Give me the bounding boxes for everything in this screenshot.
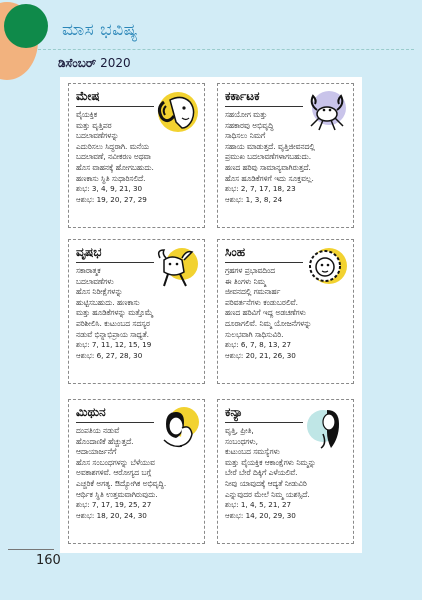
prediction-line: ಎದುರಿಸಲು ಸಿದ್ಧರಾಗಿ. ಮನೆಯ bbox=[76, 141, 149, 151]
sign-name: ವೃಷಭ bbox=[76, 245, 102, 259]
prediction-line: ಪರಿವರ್ತನೆಗಳು ಕಂಡುಬರಲಿವೆ. bbox=[225, 297, 298, 307]
prediction-line: ಸಹಕಾರವು ಅಭಿವೃದ್ಧಿ bbox=[225, 120, 274, 130]
horoscope-panel bbox=[60, 77, 362, 553]
sign-underline bbox=[76, 262, 154, 263]
good-dates: ಶುಭ: 7, 11, 12, 15, 19 bbox=[76, 340, 152, 350]
prediction-line: ಸುಲಭವಾಗಿ ಸಾಧಿಸುವಿರಿ. bbox=[225, 329, 284, 339]
prediction-line: ಅವಕಾಶಗಳಿವೆ. ಆರೋಗ್ಯದ ಬಗ್ಗೆ bbox=[76, 468, 152, 478]
sign-underline bbox=[76, 106, 154, 107]
prediction-line: ಬೇರೆ ಬೇರೆ ದಿಕ್ಕಿಗೆ ಎಳೆಯಲಿವೆ. bbox=[225, 468, 298, 478]
prediction-line: ಸಹಯೋಗ ಮತ್ತು bbox=[225, 110, 268, 119]
prediction-text bbox=[76, 426, 200, 521]
caution-dates: ಆಶುಭ: 19, 20, 27, 29 bbox=[76, 194, 147, 204]
prediction-line: ಪರಿಶೀಲಿಸಿ. ಕುಟುಂಬದ ಸದಸ್ಯರ bbox=[76, 318, 150, 328]
prediction-text bbox=[76, 266, 200, 361]
prediction-line: ಆದಾಯಾರ್ಜನೆಗೆ bbox=[76, 447, 117, 457]
prediction-line: ಪ್ರಮುಖ ಬದಲಾವಣೆಗಳಾಗಬಹುದು. bbox=[225, 152, 312, 162]
prediction-line: ಆರ್ಥಿಕ ಸ್ಥಿತಿ ಉತ್ತಮವಾಗಿರುವುದು. bbox=[76, 489, 158, 499]
prediction-line: ಮತ್ತು ವೃತ್ತಿಪರ bbox=[76, 120, 112, 130]
page-title: ಮಾಸ ಭವಿಷ್ಯ bbox=[62, 20, 139, 40]
caution-dates: ಆಶುಭ: 18, 20, 24, 30 bbox=[76, 510, 147, 520]
month-heading bbox=[58, 56, 131, 71]
header-divider bbox=[38, 49, 414, 51]
sign-name: ಸಿಂಹ bbox=[225, 245, 246, 259]
prediction-line: ಎನ್ನುವುದರ ಮೇಲೆ ನಿಮ್ಮ ಯಶಸ್ಸಿದೆ. bbox=[225, 489, 310, 499]
caution-dates: ಆಶುಭ: 20, 21, 26, 30 bbox=[225, 350, 296, 360]
prediction-line: ಬದಲಾವಣೆ, ನವೀಕರಣ ಅಥವಾ bbox=[76, 152, 151, 162]
prediction-line: ಗ್ರಹಗಳ ಪ್ರಭಾವದಿಂದ bbox=[225, 266, 276, 275]
sign-name: ಕನ್ಯಾ bbox=[225, 405, 243, 419]
prediction-line: ಜೀವನದಲ್ಲಿ ಗಮನಾರ್ಹ bbox=[225, 287, 281, 297]
sign-underline bbox=[225, 422, 303, 423]
sign-name: ಮೇಷ bbox=[76, 89, 100, 103]
card-karkataka bbox=[217, 83, 354, 228]
sign-underline bbox=[76, 422, 154, 423]
card-kanya bbox=[217, 399, 354, 544]
prediction-line: ಹಣದ ಹರಿವು ಸಾಮಾನ್ಯವಾಗಿರುತ್ತದೆ. bbox=[225, 162, 311, 172]
prediction-line: ಹೊಸ ಹೂಡಿಕೆಗಳಿಗೆ ಇದು ಸೂಕ್ತವಲ್ಲ. bbox=[225, 173, 314, 183]
month-label: ಡಿಸೆಂಬರ್ bbox=[58, 56, 97, 70]
prediction-line: ನಡುವೆ ಭಿನ್ನಾಭಿಪ್ರಾಯ ಸಾಧ್ಯತೆ. bbox=[76, 329, 150, 339]
sign-underline bbox=[225, 106, 303, 107]
prediction-line: ದೂರಾಗಲಿವೆ. ನಿಮ್ಮ ಯೋಜನೆಗಳನ್ನು bbox=[225, 318, 312, 328]
prediction-line: ಹೊಂದಾಣಿಕೆ ಹೆಚ್ಚುತ್ತದೆ. bbox=[76, 436, 134, 446]
good-dates: ಶುಭ: 3, 4, 9, 21, 30 bbox=[76, 184, 143, 194]
year-label: 2020 bbox=[100, 56, 131, 70]
prediction-line: ಹಣಕಾಸು ಸ್ಥಿತಿ ಸುಧಾರಿಸಲಿದೆ. bbox=[76, 173, 146, 183]
prediction-line: ಹೊಸ ಸಂಬಂಧಗಳನ್ನು ಬೆಳೆಯುವ bbox=[76, 457, 155, 467]
caution-dates: ಆಶುಭ: 6, 27, 28, 30 bbox=[76, 350, 143, 360]
prediction-line: ಎಚ್ಚರಿಕೆ ಅಗತ್ಯ. ಔದ್ಯೋಗಿಕ ಅಭಿವೃದ್ಧಿ. bbox=[76, 478, 167, 488]
card-mithuna bbox=[68, 399, 205, 544]
prediction-line: ಸಹಾಯ ಮಾಡುತ್ತದೆ. ವೃತ್ತಿಜೀವನದಲ್ಲಿ bbox=[225, 141, 315, 151]
prediction-text bbox=[225, 266, 349, 361]
prediction-line: ದಂಪತಿಯ ನಡುವೆ bbox=[76, 426, 120, 435]
good-dates: ಶುಭ: 7, 17, 19, 25, 27 bbox=[76, 500, 152, 510]
good-dates: ಶುಭ: 2, 7, 17, 18, 23 bbox=[225, 184, 296, 194]
caution-dates: ಆಶುಭ: 14, 20, 29, 30 bbox=[225, 510, 296, 520]
prediction-line: ನೀವು ಯಾವುದಕ್ಕೆ ಆದ್ಯತೆ ನೀಡುವಿರಿ bbox=[225, 478, 307, 488]
prediction-line: ಹುಟ್ಟಿಸಬಹುದು. ಹಣಕಾಸು bbox=[76, 297, 140, 307]
prediction-line: ಕುಟುಂಬದ ಸಮಸ್ಯೆಗಳು bbox=[225, 447, 280, 457]
prediction-line: ಮತ್ತು ಹೂಡಿಕೆಗಳನ್ನು ಮತ್ತೊಮ್ಮೆ bbox=[76, 308, 154, 318]
prediction-line: ಹೊಸ ನಿರೀಕ್ಷೆಗಳನ್ನು bbox=[76, 287, 123, 297]
prediction-line: ಹಣದ ಹರಿವಿಗೆ ಇದ್ದ ಅಡಚಣೆಗಳು bbox=[225, 308, 306, 318]
sign-name: ಕರ್ಕಾಟಕ bbox=[225, 89, 260, 103]
prediction-line: ಸಾಧಿಸಲು ನಿಮಗೆ bbox=[225, 131, 266, 141]
prediction-line: ಸಂಬಂಧಗಳು, bbox=[225, 436, 258, 446]
caution-dates: ಆಶುಭ: 1, 3, 8, 24 bbox=[225, 194, 283, 204]
corner-decoration-green bbox=[4, 4, 48, 48]
footer-divider bbox=[8, 549, 54, 550]
card-vrushabha bbox=[68, 239, 205, 384]
prediction-line: ಹೊಸ ವಾಹನಕ್ಕೆ ಹೋಗಬಹುದು. bbox=[76, 162, 154, 172]
prediction-line: ಸಕಾರಾತ್ಮಕ bbox=[76, 266, 101, 275]
sign-underline bbox=[225, 262, 303, 263]
prediction-text bbox=[225, 110, 349, 205]
good-dates: ಶುಭ: 1, 4, 5, 21, 27 bbox=[225, 500, 292, 510]
card-simha bbox=[217, 239, 354, 384]
prediction-line: ಮತ್ತು ವೈಯಕ್ತಿಕ ಆಕಾಂಕ್ಷೆಗಳು ನಿಮ್ಮನ್ನು bbox=[225, 457, 316, 467]
prediction-text bbox=[76, 110, 200, 205]
prediction-line: ಬದಲಾವಣೆಗಳು bbox=[76, 276, 114, 286]
prediction-line: ಈ ತಿಂಗಳು ನಿಮ್ಮ bbox=[225, 276, 266, 286]
prediction-line: ಬದಲಾವಣೆಗಳನ್ನು bbox=[76, 131, 119, 141]
prediction-line: ವೈಯಕ್ತಿಕ bbox=[76, 110, 98, 119]
sign-name: ಮಿಥುನ bbox=[76, 405, 106, 419]
prediction-text bbox=[225, 426, 349, 521]
card-mesha bbox=[68, 83, 205, 228]
page-number: 160 bbox=[36, 553, 61, 568]
prediction-line: ವೃತ್ತಿ, ಪ್ರೀತಿ, bbox=[225, 426, 254, 435]
good-dates: ಶುಭ: 6, 7, 8, 13, 27 bbox=[225, 340, 292, 350]
